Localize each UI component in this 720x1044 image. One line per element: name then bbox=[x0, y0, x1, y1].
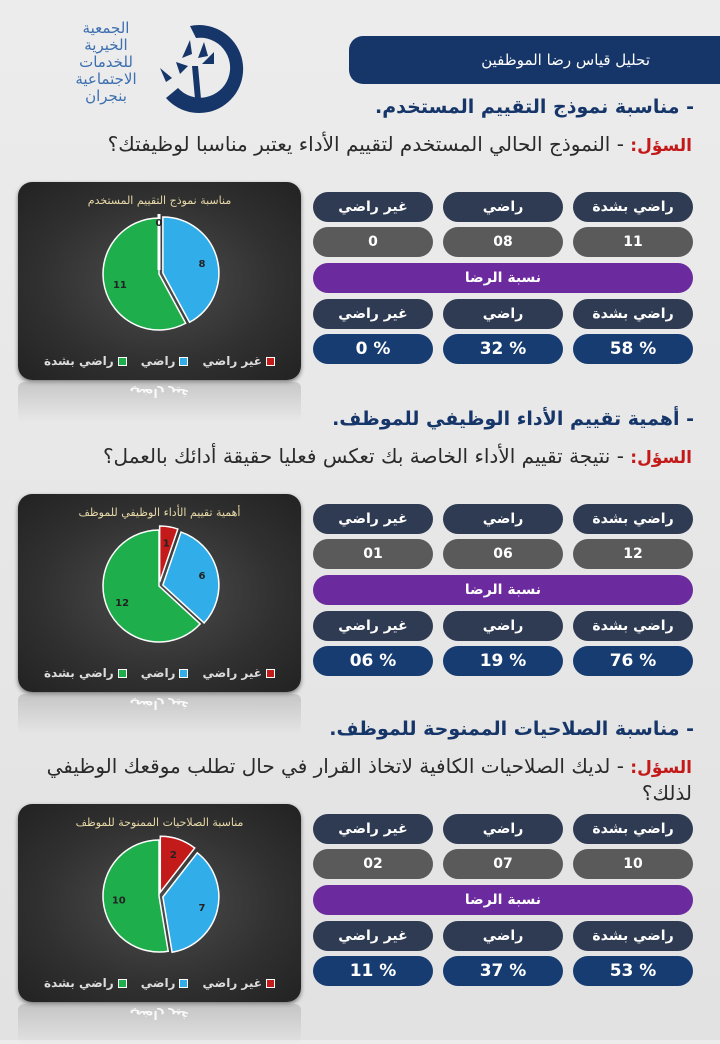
legend-swatch bbox=[118, 669, 127, 678]
legend-swatch bbox=[179, 669, 188, 678]
column-label: راضي بشدة bbox=[573, 921, 693, 951]
count-value: 0 bbox=[313, 227, 433, 257]
pie-data-label: 11 bbox=[112, 279, 127, 291]
pie-chart bbox=[18, 182, 301, 380]
count-value: 10 bbox=[573, 849, 693, 879]
legend-swatch bbox=[266, 979, 275, 988]
legend-swatch bbox=[118, 979, 127, 988]
question-text bbox=[32, 754, 692, 806]
percent-value: 11 % bbox=[313, 956, 433, 986]
question-body: - نتيجة تقييم الأداء الخاصة بك تعكس فعليا حقيقة أدائك بالعمل؟ bbox=[102, 444, 624, 468]
legend-item: غير راضي bbox=[202, 976, 275, 990]
satisfaction-rate-bar: نسبة الرضا bbox=[313, 885, 693, 915]
organization-logo bbox=[60, 18, 240, 122]
column-label: راضي بشدة bbox=[573, 504, 693, 534]
legend-swatch bbox=[118, 357, 127, 366]
pie-chart-panel bbox=[18, 182, 301, 380]
reflection-legend-text: غير راضي bbox=[129, 1008, 190, 1022]
percent-value: 19 % bbox=[443, 646, 563, 676]
column-label: غير راضي bbox=[313, 192, 433, 222]
pie-data-label: 7 bbox=[198, 902, 206, 914]
count-value: 12 bbox=[573, 539, 693, 569]
count-value: 08 bbox=[443, 227, 563, 257]
percent-value: 32 % bbox=[443, 334, 563, 364]
pie-data-label: 0 bbox=[155, 218, 163, 229]
reflection-legend-text: غير راضي bbox=[129, 386, 190, 400]
legend-item: راضي bbox=[141, 354, 189, 368]
count-value: 07 bbox=[443, 849, 563, 879]
column-label: راضي bbox=[443, 192, 563, 222]
reflection-legend-text: غير راضي bbox=[129, 698, 190, 712]
percent-value: 76 % bbox=[573, 646, 693, 676]
chart-reflection bbox=[18, 694, 301, 734]
pie-data-label: 8 bbox=[198, 259, 206, 271]
question-body: - النموذج الحالي المستخدم لتقييم الأداء يعتبر مناسبا لوظيفتك؟ bbox=[107, 132, 624, 156]
column-label: غير راضي bbox=[313, 611, 433, 641]
chart-title: مناسبة الصلاحيات الممنوحة للموظف bbox=[75, 816, 244, 829]
count-value: 11 bbox=[573, 227, 693, 257]
organization-name: الجمعية الخيرية للخدمات الاجتماعية بنجران bbox=[75, 19, 137, 105]
legend-item: راضي بشدة bbox=[44, 354, 127, 368]
column-label: غير راضي bbox=[313, 814, 433, 844]
legend-swatch bbox=[266, 357, 275, 366]
legend-item: راضي بشدة bbox=[44, 976, 127, 990]
percent-value: 58 % bbox=[573, 334, 693, 364]
legend-swatch bbox=[179, 357, 188, 366]
pie-chart-panel bbox=[18, 494, 301, 692]
pie-chart bbox=[18, 494, 301, 692]
chart-reflection bbox=[18, 1004, 301, 1044]
legend-item: غير راضي bbox=[202, 666, 275, 680]
column-label: غير راضي bbox=[313, 921, 433, 951]
column-label: راضي bbox=[443, 504, 563, 534]
count-value: 01 bbox=[313, 539, 433, 569]
pie-data-label: 10 bbox=[111, 895, 126, 907]
percent-value: 37 % bbox=[443, 956, 563, 986]
chart-title: أهمية تقييم الأداء الوظيفي للموظف bbox=[78, 506, 241, 519]
question-body: - لديك الصلاحيات الكافية لاتخاذ القرار في حال تطلب موقعك الوظيفي لذلك؟ bbox=[46, 754, 692, 805]
column-label: راضي بشدة bbox=[573, 299, 693, 329]
chart-reflection bbox=[18, 382, 301, 422]
column-label: راضي bbox=[443, 299, 563, 329]
pie-chart-panel bbox=[18, 804, 301, 1002]
column-label: راضي بشدة bbox=[573, 192, 693, 222]
section-title: - مناسبة الصلاحيات الممنوحة للموظف. bbox=[329, 718, 694, 740]
section-title: - مناسبة نموذج التقييم المستخدم. bbox=[375, 96, 694, 118]
column-label: راضي بشدة bbox=[573, 611, 693, 641]
question-label: السؤل: bbox=[630, 758, 692, 778]
logo-emblem-icon bbox=[152, 18, 247, 118]
satisfaction-rate-bar: نسبة الرضا bbox=[313, 575, 693, 605]
question-label: السؤل: bbox=[630, 136, 692, 156]
chart-legend bbox=[18, 976, 301, 990]
percent-value: 53 % bbox=[573, 956, 693, 986]
question-text bbox=[32, 132, 692, 159]
legend-swatch bbox=[266, 669, 275, 678]
pie-chart bbox=[18, 804, 301, 1002]
column-label: راضي بشدة bbox=[573, 814, 693, 844]
question-text bbox=[32, 444, 692, 471]
pie-data-label: 12 bbox=[115, 598, 130, 610]
legend-item: راضي bbox=[141, 666, 189, 680]
column-label: راضي bbox=[443, 921, 563, 951]
legend-item: راضي bbox=[141, 976, 189, 990]
percent-value: 0 % bbox=[313, 334, 433, 364]
pie-data-label: 2 bbox=[169, 850, 177, 862]
chart-title: مناسبة نموذج التقييم المستخدم bbox=[87, 194, 232, 207]
chart-legend bbox=[18, 354, 301, 368]
chart-legend bbox=[18, 666, 301, 680]
column-label: غير راضي bbox=[313, 299, 433, 329]
column-label: غير راضي bbox=[313, 504, 433, 534]
satisfaction-rate-bar: نسبة الرضا bbox=[313, 263, 693, 293]
pie-data-label: 1 bbox=[162, 538, 170, 550]
legend-swatch bbox=[179, 979, 188, 988]
column-label: راضي bbox=[443, 611, 563, 641]
header-title-bar: تحليل قياس رضا الموظفين bbox=[349, 36, 720, 84]
count-value: 02 bbox=[313, 849, 433, 879]
column-label: راضي bbox=[443, 814, 563, 844]
percent-value: 06 % bbox=[313, 646, 433, 676]
count-value: 06 bbox=[443, 539, 563, 569]
legend-item: راضي بشدة bbox=[44, 666, 127, 680]
section-title: - أهمية تقييم الأداء الوظيفي للموظف. bbox=[332, 408, 694, 430]
legend-item: غير راضي bbox=[202, 354, 275, 368]
pie-data-label: 6 bbox=[198, 571, 206, 583]
question-label: السؤل: bbox=[630, 448, 692, 468]
